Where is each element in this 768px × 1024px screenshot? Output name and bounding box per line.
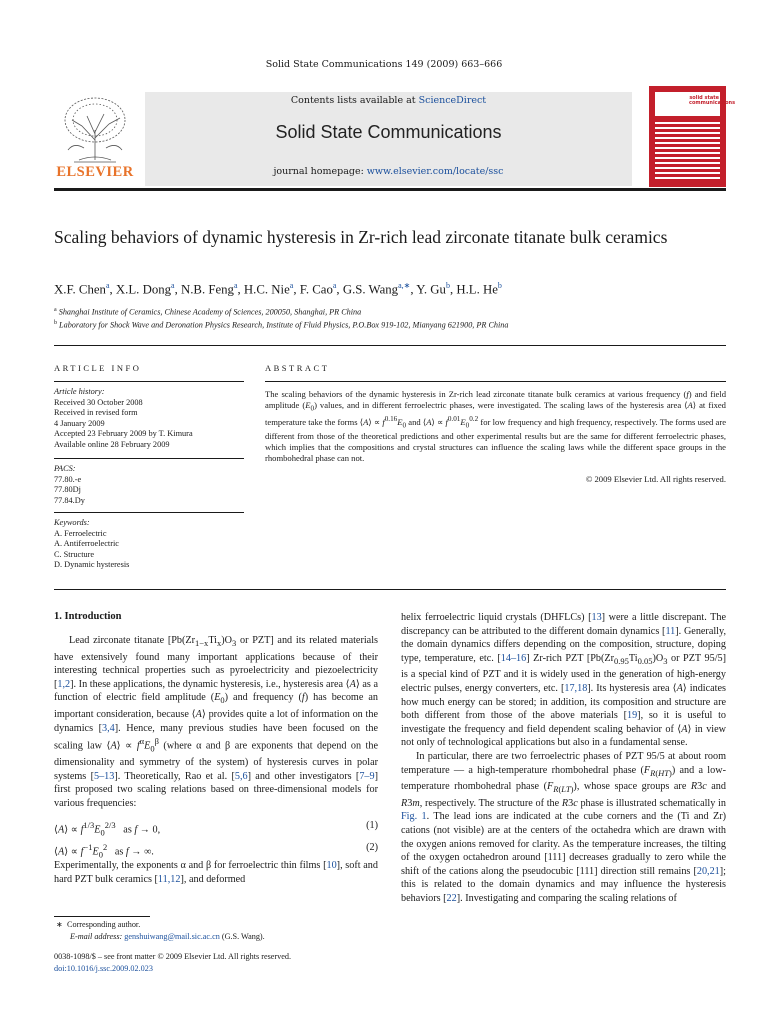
equation-2: ⟨A⟩ ∝ $f^{-1}E_0^2$ as f → ∞. (2) [54, 842, 378, 860]
info-divider [54, 458, 244, 459]
history-item: Accepted 23 February 2009 by T. Kimura [54, 429, 193, 439]
intro-paragraph: In particular, there are two ferroelectric phases of PZT 95/5 at about room temperature — a high-temperature rhombohedral phase $(F_{R(HT)})$ and a low-temperature rhombohedral phase $(F_{R(LT)})$, whose space groups are R3c and R3m, respectively. The structure of the R3c phase is illustrated schematically in Fig. 1. The lead ions are indicated at the cube corners and the (Ti and Zr) cations (not visible) are at the centers of the octahedra which are drawn with the oxygen anions removed for clarity. As the temperature increases, the tilting of the oxygen octahedron around [111] decreases gradually to zero while the shift of the cations along the pseudocubic [111] direction still remains [20,21]; this is related to the domain dynamics and may influence the hysteresis behaviors [22]. Investigating and comparing the scaling relations of [401, 750, 726, 904]
info-divider [54, 512, 244, 513]
header-divider [54, 188, 726, 191]
intro-left-column [54, 634, 378, 811]
author-list: X.F. Chen$^a$, X.L. Dong$^a$, N.B. Feng$^a$, H.C. Nie$^a$, F. Cao$^a$, G.S. Wang$^{a,∗}$, Y. Gu$^b$, H.L. He$^b$ [54, 281, 502, 297]
history-item: Received 30 October 2008 [54, 397, 143, 407]
history-item: Available online 28 February 2009 [54, 439, 170, 449]
copyright-notice: © 2009 Elsevier Ltd. All rights reserved. [585, 474, 726, 484]
journal-cover-thumbnail [649, 86, 736, 187]
doi-line [54, 963, 454, 974]
email-label: E-mail address: [70, 932, 125, 941]
author: H.C. Nie [243, 282, 290, 297]
intro-left-continuation [54, 859, 378, 886]
author-affiliation-mark[interactable]: a [233, 281, 238, 290]
keyword: A. Antiferroelectric [54, 539, 119, 549]
author: X.L. Dong [115, 282, 172, 297]
abstract-heading: ABSTRACT [265, 363, 330, 373]
abstract-body: The scaling behaviors of the dynamic hysteresis in Zr-rich lead zirconate titanate bulk ceramics at various frequency (f) and field amplitude $(E_0)$ values, and in different ferroelectric phases, were investigated. The scaling laws of the hysteresis area ⟨A⟩ at fixed temperature take the forms ⟨A⟩ ∝ $f^{0.16}E_0$ and ⟨A⟩ ∝ $f^{0.01}E_0^{0.2}$ for low frequency and high frequency, respectively. The forms used are different from those of the theoretical predictions and other experimental results but are the same for different ferroelectric phases, which implies that the compositions and crystal structures can influence the scaling laws while the different space groups in the rhombohedral phase can not. [265, 389, 727, 463]
keyword: C. Structure [54, 549, 95, 559]
equation-number: (1) [366, 820, 378, 831]
homepage-link[interactable]: www.elsevier.com/locate/ssc [366, 166, 504, 177]
abstract-divider [265, 381, 726, 382]
pacs-label: PACS: [54, 464, 76, 473]
history-label: Article history: [54, 387, 105, 396]
homepage-prefix: journal homepage: [273, 166, 367, 177]
pacs-item: 77.80.-e [54, 474, 82, 484]
footnote-divider [54, 916, 150, 917]
author: F. Cao [299, 282, 333, 297]
affiliation-divider [54, 345, 726, 346]
affiliation-a [54, 307, 714, 317]
history-item: Received in revised form [54, 408, 138, 418]
author-affiliation-mark[interactable]: b [445, 281, 450, 290]
affiliation-text: Laboratory for Shock Wave and Deronation Physics Research, Institute of Fluid Physics, P.O.Box 919-102, Mianyang 621900, PR China [59, 320, 509, 330]
author-affiliation-mark[interactable]: a [332, 281, 337, 290]
journal-homepage [145, 166, 632, 177]
equation-1: ⟨A⟩ ∝ $f^{1/3}E_0^{2/3}$ as f → 0, (1) [54, 820, 378, 838]
keyword: D. Dynamic hysteresis [54, 560, 130, 570]
article-info-heading: ARTICLE INFO [54, 363, 142, 373]
author-affiliation-mark[interactable]: a [105, 281, 110, 290]
cover-pattern [655, 122, 720, 180]
author: Y. Gu [416, 282, 446, 297]
article-history [54, 387, 244, 451]
journal-title: Solid State Communications [275, 122, 502, 142]
article-title: Scaling behaviors of dynamic hysteresis in Zr-rich lead zirconate titanate bulk ceramics [54, 227, 668, 247]
pacs-block [54, 464, 244, 506]
affiliation-mark: a [54, 307, 57, 313]
author-affiliation-mark[interactable]: b [497, 281, 502, 290]
pacs-item: 77.80Dj [54, 485, 81, 495]
affiliation-text: Shanghai Institute of Ceramics, Chinese Academy of Sciences, 200050, Shanghai, PR China [58, 307, 362, 317]
author-affiliation-mark[interactable]: a,∗ [398, 281, 411, 290]
author-affiliation-mark[interactable]: a [289, 281, 294, 290]
info-divider [54, 381, 244, 382]
keywords-block [54, 518, 244, 571]
email-suffix: (G.S. Wang). [219, 932, 265, 941]
author-email-link[interactable]: genshuiwang@mail.sic.ac.cn [124, 932, 220, 941]
issn-line: 0038-1098/$ – see front matter © 2009 Elsevier Ltd. All rights reserved. [54, 952, 292, 961]
cover-title: solid state communications [689, 95, 736, 106]
author: G.S. Wang [342, 282, 399, 297]
contents-line [145, 95, 632, 106]
pacs-item: 77.84.Dy [54, 495, 85, 505]
affiliation-b [54, 320, 714, 330]
intro-right-column [401, 611, 726, 906]
history-item: 4 January 2009 [54, 418, 105, 428]
publisher-wordmark: ELSEVIER [56, 164, 134, 180]
email-note [70, 931, 400, 942]
affiliation-mark: b [54, 320, 57, 326]
author-affiliation-mark[interactable]: a [171, 281, 175, 290]
abstract-end-divider [54, 589, 726, 590]
keyword: A. Ferroelectric [54, 528, 107, 538]
intro-paragraph: helix ferroelectric liquid crystals (DHFLCs) [13] were a little discrepant. The discrepancy can be attributed to the different domain dynamics [11]. Generally, the domain dynamics differs depending on the composition, structure, doping type, temperature, etc. [14–16] Zr-rich PZT [$Pb(Zr_{0.95}Ti_{0.05})O_3$ or PZT 95/5] is a special kind of PZT and it is widely used in the generation of high-energy electric pulses, energy converters, etc. [17,18]. Its hysteresis area ⟨A⟩ indicates how much energy can be stored; in addition, its composition and structure are both different from those of the above materials [19], so it is useful to investigate the frequency and field dependent scaling behavior of ⟨A⟩ in view not only of technological applications but also in a fundamental sense. [401, 612, 727, 749]
keywords-label: Keywords: [54, 518, 90, 527]
corresponding-label: Corresponding author. [67, 920, 141, 929]
equation-number: (2) [366, 842, 378, 853]
section-heading-introduction: 1. Introduction [54, 611, 122, 622]
journal-reference: Solid State Communications 149 (2009) 663–666 [265, 59, 503, 70]
intro-paragraph: Lead zirconate titanate [$Pb(Zr_{1-x}Ti_x)O_3$ or PZT] and its related materials have extensively found many important applications because of their interesting technical properties such as pyroelectricity and piezoelectricity [1,2]. In these applications, the dynamic hysteresis, i.e., hysteresis area ⟨A⟩ as a function of electric field amplitude $(E_0)$ and frequency (f) has become an important consideration, because ⟨A⟩ provides quite a lot of information on the dynamics [3,4]. Hence, many previous studies have been focused on the scaling law ⟨A⟩ ∝ $f^\alpha E_0^\beta$ (where α and β are exponents that depend on the dimensionality and symmetry of the system) of hysteresis curves in polar systems [5–13]. Theoretically, Rao et al. [5,6] and other investigators [7–9] first proposed two scaling relations based on three-dimensional models for various frequencies: [54, 635, 379, 810]
contents-prefix: Contents lists available at [290, 95, 419, 106]
author: H.L. He [456, 282, 498, 297]
sciencedirect-link[interactable]: ScienceDirect [418, 95, 487, 106]
corresponding-author-note [54, 919, 384, 930]
author: X.F. Chen [54, 282, 106, 297]
author: N.B. Feng [180, 282, 234, 297]
footnote-star: ∗ [54, 920, 68, 929]
intro-paragraph: Experimentally, the exponents α and β for ferroelectric thin films [10], soft and hard PZT bulk ceramics [11,12], and deformed [54, 860, 378, 885]
doi-link[interactable]: doi:10.1016/j.ssc.2009.02.023 [54, 964, 153, 973]
